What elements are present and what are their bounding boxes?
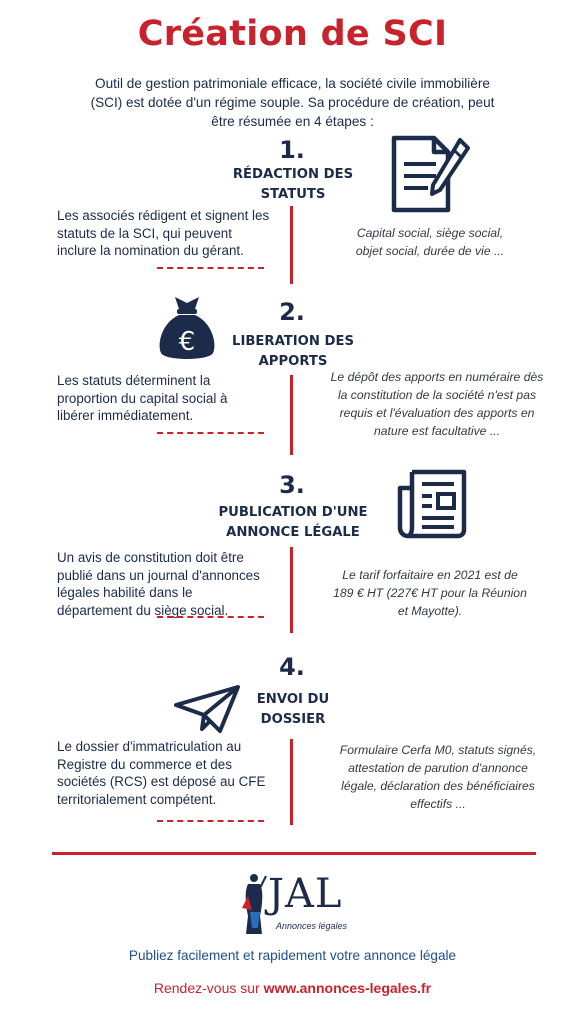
step-4-title: ENVOI DU DOSSIER — [256, 692, 330, 727]
intro-text: Outil de gestion patrimoniale efficace, la société civile immobilière (SCI) est dotée d'un régime souple. Sa procédure de création, peut être résumée en 4 étapes : — [90, 76, 495, 129]
paper-plane-icon — [172, 683, 242, 735]
newspaper-icon — [396, 466, 470, 540]
page-title: Création de SCI — [137, 14, 448, 54]
step-4-text: Le dossier d'immatriculation au Registre du commerce et des sociétés (RCS) est déposé au CFE territorialement compétent. — [57, 739, 266, 807]
step-1-dash — [157, 267, 264, 269]
step-3-text: Un avis de constitution doit être publié dans un journal d'annonces légales habilité dans le département du siège social. — [57, 550, 260, 618]
step-1-text: Les associés rédigent et signent les statuts de la SCI, qui peuvent inclure la nomination du gérant. — [57, 208, 270, 258]
logo-text: JAL — [268, 871, 343, 917]
step-3-number: 3. — [279, 471, 305, 499]
website-link[interactable]: www.annonces-legales.fr — [263, 980, 432, 996]
step-2-divider — [290, 375, 293, 455]
step-2-note: Le dépôt des apports en numéraire dès la constitution de la société n'est pas requis et l'évaluation des apports en nature est facultative ... — [330, 370, 544, 438]
step-4-dash — [157, 820, 264, 822]
document-pen-icon — [388, 132, 474, 214]
step-1-note: Capital social, siège social, objet social, durée de vie ... — [355, 226, 505, 258]
step-4-number: 4. — [279, 653, 305, 681]
step-2-dash — [157, 432, 264, 434]
step-1-divider — [290, 206, 293, 284]
step-3-divider — [290, 547, 293, 633]
step-3-title: PUBLICATION D'UNE ANNONCE LÉGALE — [218, 505, 368, 540]
svg-text:€: € — [178, 327, 196, 357]
justice-statue-icon — [240, 872, 268, 936]
step-1-number: 1. — [279, 136, 305, 164]
money-bag-euro-icon — [155, 293, 219, 363]
footer-cta-prefix: Rendez-vous sur — [153, 980, 264, 996]
logo-subtitle: Annonces légales — [276, 921, 348, 931]
step-4-note: Formulaire Cerfa M0, statuts signés, attestation de parution d'annonce légale, déclaration des bénéficiaires effectifs ... — [339, 743, 537, 811]
step-2-title: LIBERATION DES APPORTS — [232, 334, 354, 369]
step-3-dash — [157, 616, 264, 618]
step-2-text: Les statuts déterminent la proportion du capital social à libérer immédiatement. — [57, 373, 228, 423]
footer-divider — [52, 852, 536, 855]
footer-cta — [0, 980, 585, 996]
step-4-divider — [290, 739, 293, 825]
step-2-number: 2. — [279, 298, 305, 326]
step-3-note: Le tarif forfaitaire en 2021 est de 189 € HT (227€ HT pour la Réunion et Mayotte). — [333, 568, 527, 618]
footer-tagline: Publiez facilement et rapidement votre annonce légale — [128, 948, 457, 963]
step-1-title: RÉDACTION DES STATUTS — [232, 167, 354, 202]
